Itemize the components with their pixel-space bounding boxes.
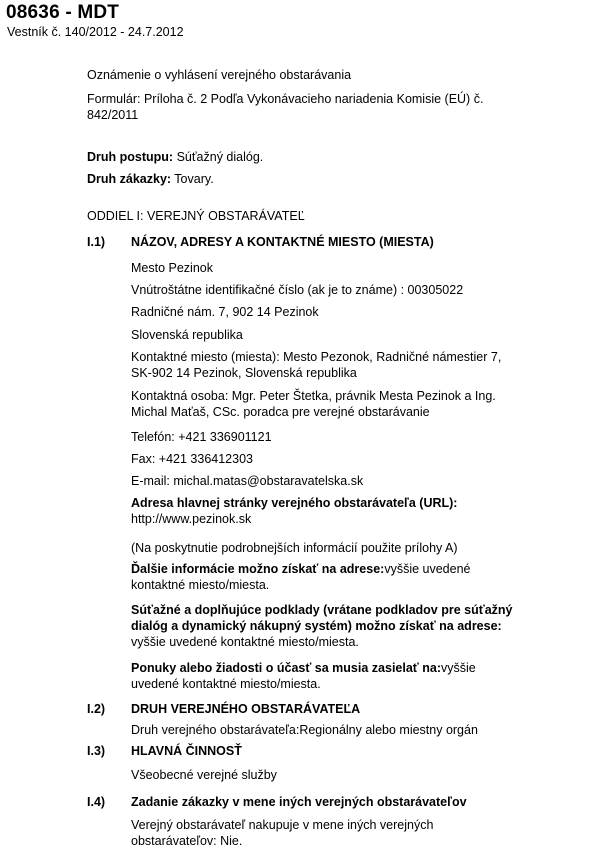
email: E-mail: michal.matas@obstaravatelska.sk xyxy=(131,474,364,488)
contact-person-line1: Kontaktná osoba: Mgr. Peter Štetka, právnik Mesta Pezinok a Ing. xyxy=(131,389,496,403)
contact-person-line2: Michal Maťaš, CSc. poradca pre verejné obstarávanie xyxy=(131,405,430,419)
more-info-line2: kontaktné miesto/miesta. xyxy=(131,578,270,592)
purchase-on-behalf-label: obstarávateľov: xyxy=(131,834,217,848)
offers-label: Ponuky alebo žiadosti o účasť sa musia zasielať na: xyxy=(131,661,441,675)
section-heading-i2: DRUH VEREJNÉHO OBSTARÁVATEĽA xyxy=(131,702,361,716)
offers-line1 xyxy=(131,660,476,676)
form-reference-line2: 842/2011 xyxy=(87,108,139,122)
postal-address: Radničné nám. 7, 902 14 Pezinok xyxy=(131,305,319,319)
contract-type-label: Druh zákazky: xyxy=(87,172,172,186)
section-number-i4: I.4) xyxy=(87,795,106,809)
section-heading-i3: HLAVNÁ ČINNOSŤ xyxy=(131,744,242,758)
documents-label-line2: dialóg a dynamický nákupný systém) možno získať na adrese: xyxy=(131,619,502,633)
offers-line2: uvedené kontaktné miesto/miesta. xyxy=(131,677,321,691)
procedure-type xyxy=(87,149,263,165)
section-heading-i1: NÁZOV, ADRESY A KONTAKTNÉ MIESTO (MIESTA) xyxy=(131,235,434,249)
national-id: Vnútroštátne identifikačné číslo (ak je to známe) : 00305022 xyxy=(131,283,464,297)
purchase-on-behalf-line1: Verejný obstarávateľ nakupuje v mene iných verejných xyxy=(131,818,434,832)
notice-type: Oznámenie o vyhlásení verejného obstarávania xyxy=(87,68,352,82)
more-info-line1 xyxy=(131,561,470,577)
more-info-label: Ďalšie informácie možno získať na adrese: xyxy=(131,562,385,576)
more-info-value: vyššie uvedené xyxy=(384,562,471,576)
authority-name: Mesto Pezinok xyxy=(131,261,213,275)
website-label: Adresa hlavnej stránky verejného obstarávateľa (URL): xyxy=(131,496,458,510)
procedure-type-value: Súťažný dialóg. xyxy=(173,150,264,164)
offers-value: vyššie xyxy=(441,661,476,675)
purchase-on-behalf-value: Nie. xyxy=(216,834,243,848)
bulletin-reference: Vestník č. 140/2012 - 24.7.2012 xyxy=(7,25,184,39)
section-number-i2: I.2) xyxy=(87,702,106,716)
country: Slovenská republika xyxy=(131,328,243,342)
section-number-i3: I.3) xyxy=(87,744,106,758)
documents-label-line1: Súťažné a doplňujúce podklady (vrátane podkladov pre súťažný xyxy=(131,603,513,617)
contact-point-line1: Kontaktné miesto (miesta): Mesto Pezonok, Radničné námestier 7, xyxy=(131,350,502,364)
contact-point-line2: SK-902 14 Pezinok, Slovenská republika xyxy=(131,366,357,380)
contract-type xyxy=(87,171,214,187)
document-title: 08636 - MDT xyxy=(6,2,120,23)
form-reference-line1: Formulár: Príloha č. 2 Podľa Vykonávacieho nariadenia Komisie (EÚ) č. xyxy=(87,92,484,106)
annex-note: (Na poskytnutie podrobnejších informácií použite prílohy A) xyxy=(131,541,458,555)
website-url: http://www.pezinok.sk xyxy=(131,512,252,526)
contract-type-value: Tovary. xyxy=(171,172,214,186)
main-activity: Všeobecné verejné služby xyxy=(131,768,277,782)
documents-value: vyššie uvedené kontaktné miesto/miesta. xyxy=(131,635,359,649)
fax: Fax: +421 336412303 xyxy=(131,452,253,466)
authority-type: Druh verejného obstarávateľa:Regionálny alebo miestny orgán xyxy=(131,723,478,737)
section-title: ODDIEL I: VEREJNÝ OBSTARÁVATEĽ xyxy=(87,209,305,223)
phone: Telefón: +421 336901121 xyxy=(131,430,272,444)
purchase-on-behalf-line2 xyxy=(131,833,242,849)
procedure-type-label: Druh postupu: xyxy=(87,150,174,164)
section-number-i1: I.1) xyxy=(87,235,106,249)
section-heading-i4: Zadanie zákazky v mene iných verejných obstarávateľov xyxy=(131,795,467,809)
